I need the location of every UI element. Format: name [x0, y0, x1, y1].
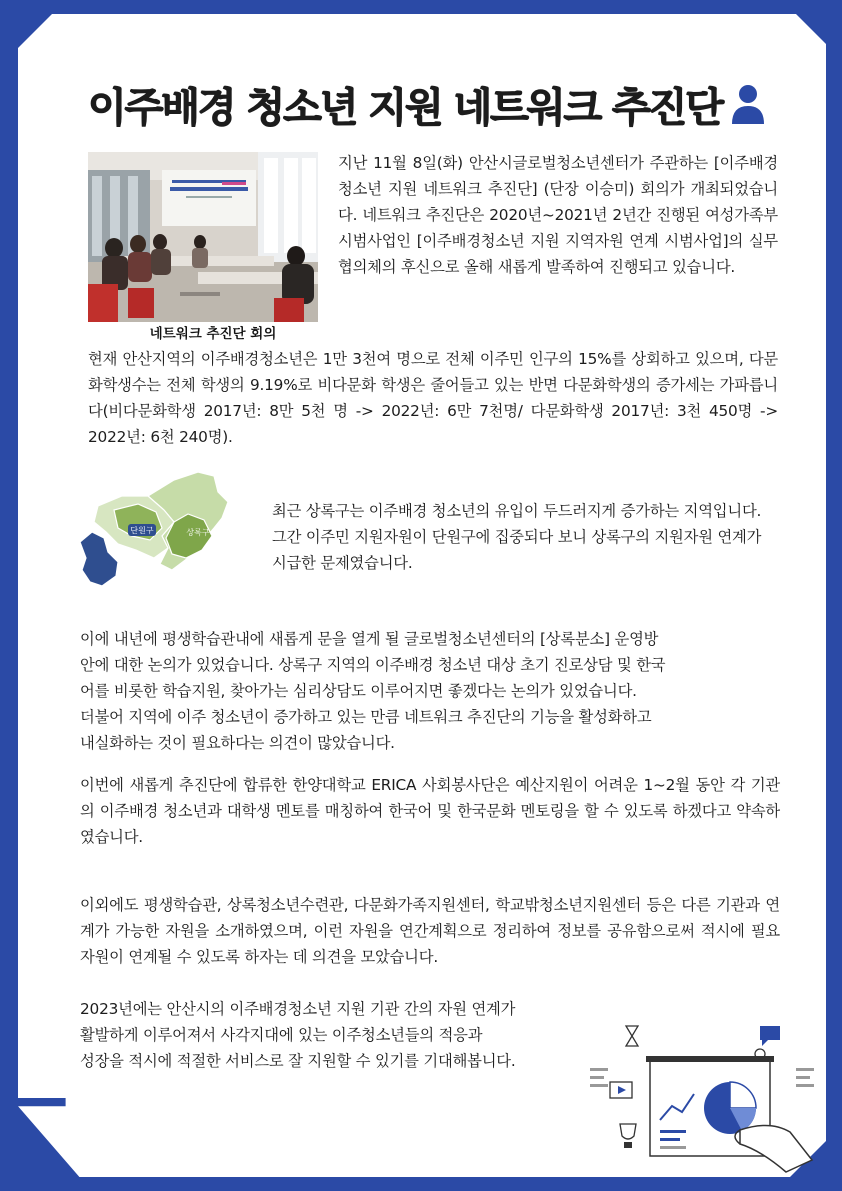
paragraph-statistics: 현재 안산지역의 이주배경청소년은 1만 3천여 명으로 전체 이주민 인구의 15%를 상회하고 있으며, 다문화학생수는 전체 학생의 9.19%로 비다문화 학생은 줄어들고 있는 반면 다문화학생의 증가세는 가파릅니다(비다문화학생 2017년: 8만 5천 명 -> 2022년: 6만 7천명/ 다문화학생 2017년: 3천 450명 -> 2022년: 6천 240명). — [88, 350, 778, 446]
paragraph-discussion-line: 더불어 지역에 이주 청소년이 증가하고 있는 만큼 네트워크 추진단의 기능을 활성화하고 — [80, 708, 652, 726]
paragraph-intro: 지난 11월 8일(화) 안산시글로벌청소년센터가 주관하는 [이주배경 청소년 지원 네트워크 추진단] (단장 이승미) 회의가 개최되었습니다. 네트워크 추진단은 2020년~2021년 2년간 진행된 여성가족부 시범사업인 [이주배경청소년 지원 지역자원 연계 시범사업]의 실무협의체의 후신으로 올해 새롭게 발족하여 진행되고 있습니다. — [338, 154, 778, 276]
paragraph-discussion-line: 이에 내년에 평생학습관내에 새롭게 문을 열게 될 글로벌청소년센터의 [상록분소] 운영방 — [80, 630, 659, 648]
page-title: 이주배경 청소년 지원 네트워크 추진단 — [88, 85, 722, 131]
data-presentation-illustration — [590, 1020, 816, 1176]
paragraph-discussion — [80, 626, 780, 756]
paragraph-closing — [80, 996, 620, 1074]
frame-corner-top-left — [18, 14, 52, 48]
paragraph-resources: 이외에도 평생학습관, 상록청소년수련관, 다문화가족지원센터, 학교밖청소년지원센터 등은 다른 기관과 연계가 가능한 자원을 소개하였으며, 이런 자원을 연간계획으로 정리하여 정보를 공유함으로써 적시에 필요 자원이 연계될 수 있도록 하자는 데 의견을 모았습니다. — [80, 896, 780, 966]
paragraph-discussion-line: 안에 대한 논의가 있었습니다. 상록구 지역의 이주배경 청소년 대상 초기 진로상담 및 한국 — [80, 656, 666, 674]
person-icon — [731, 84, 765, 124]
paragraph-closing-line: 2023년에는 안산시의 이주배경청소년 지원 기관 간의 자원 연계가 — [80, 1000, 516, 1018]
ansan-district-map — [78, 466, 258, 590]
map-label-sangrok: 상록구 — [186, 528, 210, 537]
paragraph-discussion-line: 어를 비롯한 학습지원, 찾아가는 심리상담도 이루어지면 좋겠다는 논의가 있었습니다. — [80, 682, 637, 700]
frame-right-border — [826, 0, 842, 1191]
frame-left-border — [0, 0, 18, 1100]
frame-top-border — [0, 0, 842, 14]
map-label-danwon: 단원구 — [130, 526, 154, 535]
frame-bottom-border — [0, 1177, 842, 1191]
frame-corner-bottom-left — [0, 1098, 82, 1180]
paragraph-erica: 이번에 새롭게 추진단에 합류한 한양대학교 ERICA 사회봉사단은 예산지원이 어려운 1~2월 동안 각 기관의 이주배경 청소년과 대학생 멘토를 매칭하여 한국어 및 한국문화 멘토링을 할 수 있도록 하겠다고 약속하였습니다. — [80, 776, 780, 846]
photo-caption: 네트워크 추진단 회의 — [149, 326, 277, 342]
paragraph-sangrok: 최근 상록구는 이주배경 청소년의 유입이 두드러지게 증가하는 지역입니다. 그간 이주민 지원자원이 단원구에 집중되다 보니 상록구의 지원자원 연계가 시급한 문제였습니다. — [272, 502, 762, 572]
paragraph-discussion-line: 내실화하는 것이 필요하다는 의견이 많았습니다. — [80, 734, 395, 752]
paragraph-closing-line: 활발하게 이루어져서 사각지대에 있는 이주청소년들의 적응과 — [80, 1026, 483, 1044]
paragraph-closing-line: 성장을 적시에 적절한 서비스로 잘 지원할 수 있기를 기대해봅니다. — [80, 1052, 516, 1070]
meeting-photo — [88, 152, 318, 322]
frame-corner-top-right — [796, 14, 826, 44]
